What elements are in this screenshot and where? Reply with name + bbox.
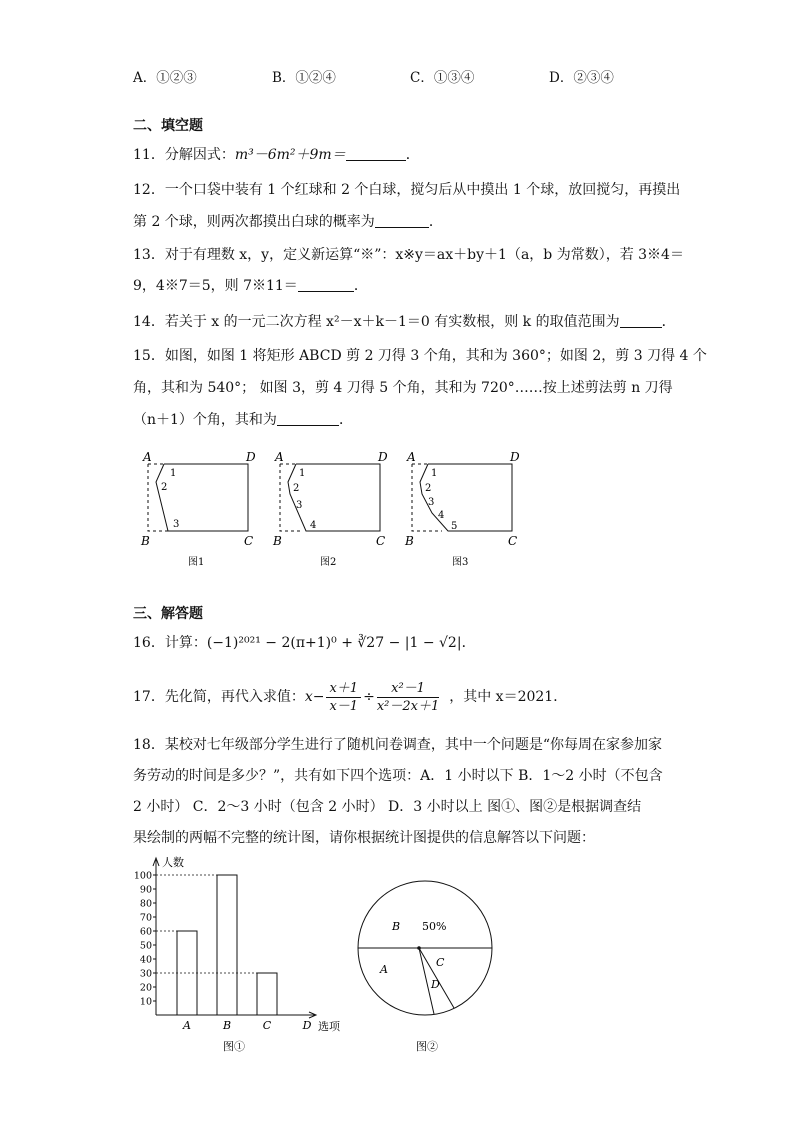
q15-answer-blank[interactable] — [277, 411, 339, 426]
q12-answer-blank[interactable] — [375, 213, 429, 228]
q13-suffix: ． — [353, 278, 368, 294]
fig3-label-b: B — [405, 534, 414, 548]
pie-chart-caption: 图② — [416, 1040, 438, 1053]
q14-suffix: ． — [661, 314, 676, 330]
options-row — [133, 66, 693, 86]
q11-suffix: ． — [405, 147, 420, 163]
fig2-angle-3: 3 — [296, 500, 303, 511]
fig2-angle-2: 2 — [293, 483, 300, 494]
q15-line3-text: （n＋1）个角，其和为 — [133, 412, 277, 428]
fig1-label-c: C — [244, 534, 254, 548]
q16-prefix: 16．计算： — [133, 635, 207, 651]
option-a[interactable]: A．①②③ — [133, 70, 197, 86]
q17-frac1-denominator: x－1 — [329, 698, 359, 714]
q11-expr: m³－6m²＋9m＝ — [234, 147, 346, 163]
section-2-title: 二、填空题 — [133, 118, 203, 134]
bar-chart-x-tick-label: C — [262, 1019, 272, 1032]
bar-chart-y-tick-label: 50 — [139, 940, 152, 952]
fig2-label-c: C — [376, 534, 386, 548]
q13-line2-text: 9，4※7＝5，则 7※11＝ — [133, 278, 298, 294]
fig2-caption: 图2 — [320, 557, 337, 568]
pie-chart — [350, 870, 500, 1060]
bar-chart-y-tick-label: 10 — [139, 996, 152, 1008]
question-12-line1: 12．一个口袋中装有 1 个红球和 2 个白球，搅匀后从中摸出 1 个球，放回搅匀，再摸出 — [133, 182, 681, 198]
bar-chart-xlabel: 选项 — [318, 1020, 340, 1033]
q14-answer-blank[interactable] — [620, 313, 662, 328]
fig3-angle-1: 1 — [431, 468, 438, 479]
bar-chart-y-tick-label: 70 — [139, 912, 152, 924]
q17-divide: ÷ — [363, 689, 375, 705]
fig1-caption: 图1 — [188, 557, 205, 568]
q13-answer-blank[interactable] — [298, 277, 354, 292]
question-17 — [133, 673, 567, 721]
q11-answer-blank[interactable] — [346, 146, 406, 161]
option-c[interactable]: C．①③④ — [410, 70, 475, 86]
fig3-label-a: A — [407, 450, 416, 464]
question-12-line2 — [133, 212, 443, 232]
bar-c — [257, 973, 277, 1015]
bar-chart-y-tick-label: 90 — [139, 884, 152, 896]
question-18-line2: 务劳动的时间是多少？”，共有如下四个选项：A．1 小时以下 B．1～2 小时（不包含 — [133, 768, 663, 784]
q15-figures — [136, 448, 556, 570]
q12-suffix: ． — [428, 214, 443, 230]
question-18-line1: 18．某校对七年级部分学生进行了随机问卷调查，其中一个问题是“你每周在家参加家 — [133, 737, 662, 753]
fig3-label-d: D — [510, 450, 520, 464]
figure-1 — [140, 450, 256, 568]
fig2-cut-corner — [280, 464, 303, 531]
bar-chart-x-tick-label: A — [183, 1019, 191, 1032]
q17-suffix: ，其中 x＝2021． — [449, 689, 568, 705]
question-13-line1: 13．对于有理数 x，y，定义新运算“※”：x※y＝ax＋by＋1（a，b 为常数），若 3※4＝ — [133, 247, 684, 263]
fig3-label-c: C — [508, 534, 518, 548]
option-d[interactable]: D．②③④ — [549, 70, 614, 86]
fig3-angle-4: 4 — [438, 510, 445, 521]
q14-text: 14．若关于 x 的一元二次方程 x²－x＋k－1＝0 有实数根，则 k 的取值范围为 — [133, 314, 620, 330]
question-15-line1: 15．如图，如图 1 将矩形 ABCD 剪 2 刀得 3 个角，其和为 360°；如图 2，剪 3 刀得 4 个 — [133, 348, 707, 364]
fig3-angle-2: 2 — [425, 483, 432, 494]
fig1-label-d: D — [246, 450, 256, 464]
bar-chart-y-tick-label: 80 — [139, 898, 152, 910]
question-18-line3: 2 小时） C．2～3 小时（包含 2 小时） D．3 小时以上 图①、图②是根据调查结 — [133, 799, 642, 815]
bar-chart-y-tick-label: 40 — [139, 954, 152, 966]
q17-fraction-1 — [326, 680, 361, 715]
bar-chart-marks — [156, 875, 312, 1032]
fig3-angle-5: 5 — [451, 521, 458, 532]
section-3-title: 三、解答题 — [133, 606, 203, 622]
bar-chart-y-tick-label: 20 — [139, 982, 152, 994]
question-11 — [133, 145, 420, 165]
q17-frac2-denominator: x²－2x＋1 — [376, 698, 440, 714]
bar-chart — [130, 850, 360, 1060]
q15-suffix: ． — [338, 412, 353, 428]
question-16 — [133, 633, 476, 653]
fig2-angle-4: 4 — [310, 520, 317, 531]
fig1-cut-corner — [148, 464, 168, 531]
fig2-label-b: B — [273, 534, 282, 548]
q16-expr: (−1)²⁰²¹ − 2(π+1)⁰ + ∛27 − |1 − √2| — [206, 635, 462, 651]
pie-label-b: B — [392, 920, 401, 933]
question-14 — [133, 312, 676, 332]
question-18-line4: 果绘制的两幅不完整的统计图，请你根据统计图提供的信息解答以下问题： — [133, 830, 595, 846]
q12-line2-text: 第 2 个球，则两次都摸出白球的概率为 — [133, 214, 375, 230]
q17-frac2-numerator: x²－1 — [377, 680, 439, 698]
q17-fraction-2 — [377, 680, 439, 715]
fig2-label-a: A — [275, 450, 284, 464]
pie-label-c: C — [436, 956, 445, 969]
pie-label-a: A — [380, 963, 388, 976]
bar-chart-caption: 图① — [223, 1040, 245, 1053]
question-13-line2 — [133, 276, 368, 296]
q11-prefix: 11．分解因式： — [133, 147, 235, 163]
fig3-caption: 图3 — [452, 557, 469, 568]
fig3-angle-3: 3 — [428, 497, 435, 508]
fig1-angle-1: 1 — [170, 468, 177, 479]
bar-chart-y-tick-label: 30 — [139, 968, 152, 980]
bar-chart-y-tick-label: 60 — [139, 926, 152, 938]
pie-label-d: D — [431, 978, 440, 991]
pie-label-b-percent: 50% — [422, 920, 447, 933]
fig2-label-d: D — [378, 450, 388, 464]
pie-center-dot — [417, 946, 421, 950]
bar-chart-x-tick-label: B — [222, 1019, 232, 1032]
q17-frac1-numerator: x＋1 — [326, 680, 361, 698]
fig1-angle-2: 2 — [161, 482, 168, 493]
fig1-label-a: A — [143, 450, 152, 464]
bar-chart-ylabel: 人数 — [162, 856, 184, 869]
q16-suffix: ． — [461, 635, 476, 651]
bar-b — [217, 875, 237, 1015]
q17-minus: − — [312, 689, 325, 705]
q17-prefix: 17．先化简，再代入求值： — [133, 689, 305, 705]
fig2-angle-1: 1 — [299, 468, 306, 479]
bar-chart-y-tick-label: 100 — [133, 870, 152, 882]
figure-3 — [404, 450, 520, 568]
figure-2 — [272, 450, 388, 568]
q17-x: x — [304, 689, 313, 705]
question-15-line3 — [133, 410, 353, 430]
fig1-label-b: B — [141, 534, 150, 548]
fig1-angle-3: 3 — [173, 519, 180, 530]
option-b[interactable]: B．①②④ — [272, 70, 336, 86]
bar-chart-x-tick-label: D — [302, 1019, 312, 1032]
question-15-line2: 角，其和为 540°； 如图 3，剪 4 刀得 5 个角，其和为 720°……按上述剪法剪 n 刀得 — [133, 380, 673, 396]
